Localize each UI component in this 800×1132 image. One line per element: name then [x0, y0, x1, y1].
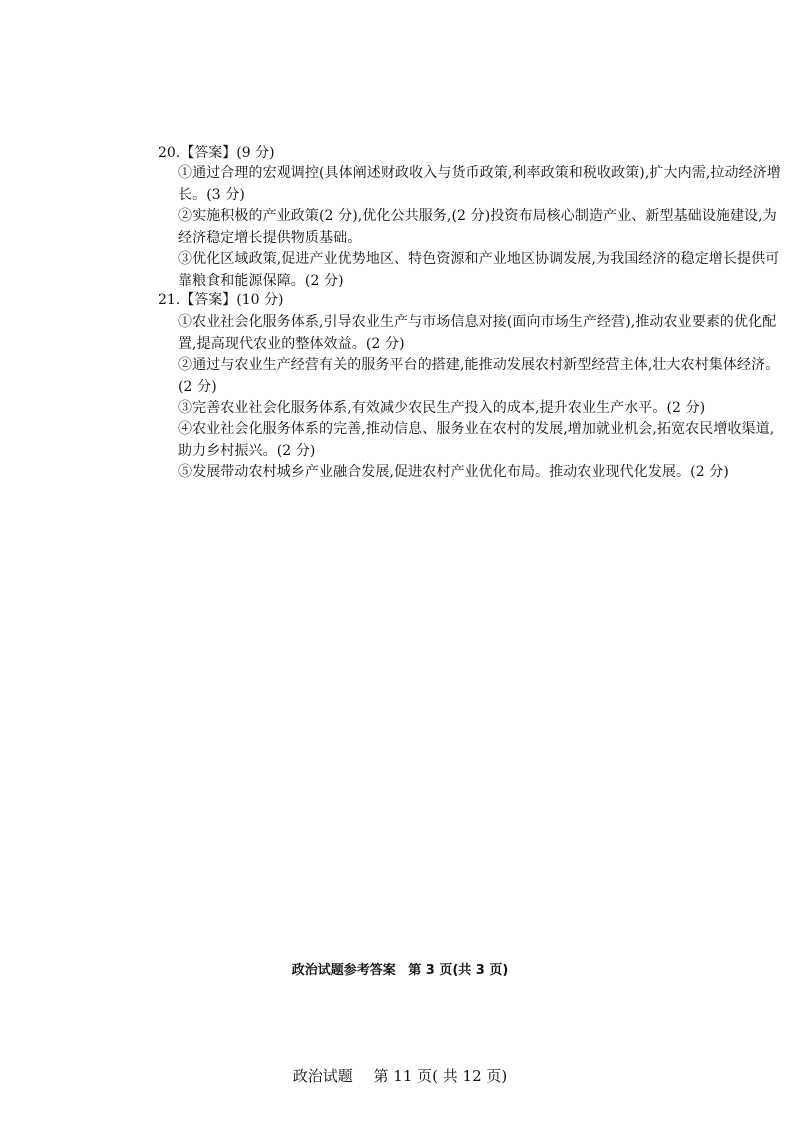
paper-subject: 政治试题	[292, 1067, 353, 1085]
q21-item-3: ③完善农业社会化服务体系,有效减少农民生产投入的成本,提升农业生产水平。(2 分)	[178, 400, 706, 416]
q21-header: 21.【答案】(10 分)	[158, 292, 284, 308]
answer-key-title: 政治试题参考答案	[291, 963, 396, 978]
answer-key-page: 第 3 页(共 3 页)	[408, 963, 509, 978]
q21-item-2: ②通过与农业生产经营有关的服务平台的搭建,能推动发展农村新型经营主体,壮大农村集体经济。(2 分)	[178, 357, 780, 395]
q21-item-4: ④农业社会化服务体系的完善,推动信息、服务业在农村的发展,增加就业机会,拓宽农民增收渠道,助力乡村振兴。(2 分)	[178, 421, 775, 459]
q20-item-2: ②实施积极的产业政策(2 分),优化公共服务,(2 分)投资布局核心制造产业、新型基础设施建设,为经济稳定增长提供物质基础。	[178, 208, 777, 246]
q21-item-5: ⑤发展带动农村城乡产业融合发展,促进农村产业优化布局。推动农业现代化发展。(2 分)	[178, 464, 729, 480]
paper-page: 第 11 页( 共 12 页)	[373, 1067, 508, 1085]
q20-header: 20.【答案】(9 分)	[158, 145, 275, 161]
q21-item-1: ①农业社会化服务体系,引导农业生产与市场信息对接(面向市场生产经营),推动农业要素的优化配置,提高现代农业的整体效益。(2 分)	[178, 314, 777, 352]
answer-key-footer	[0, 959, 800, 978]
paper-footer	[0, 1065, 800, 1086]
q20-item-1: ①通过合理的宏观调控(具体阐述财政收入与货币政策,利率政策和税收政策),扩大内需,拉动经济增长。(3 分)	[178, 165, 781, 203]
q20-item-3: ③优化区域政策,促进产业优势地区、特色资源和产业地区协调发展,为我国经济的稳定增长提供可靠粮食和能源保障。(2 分)	[178, 251, 780, 289]
